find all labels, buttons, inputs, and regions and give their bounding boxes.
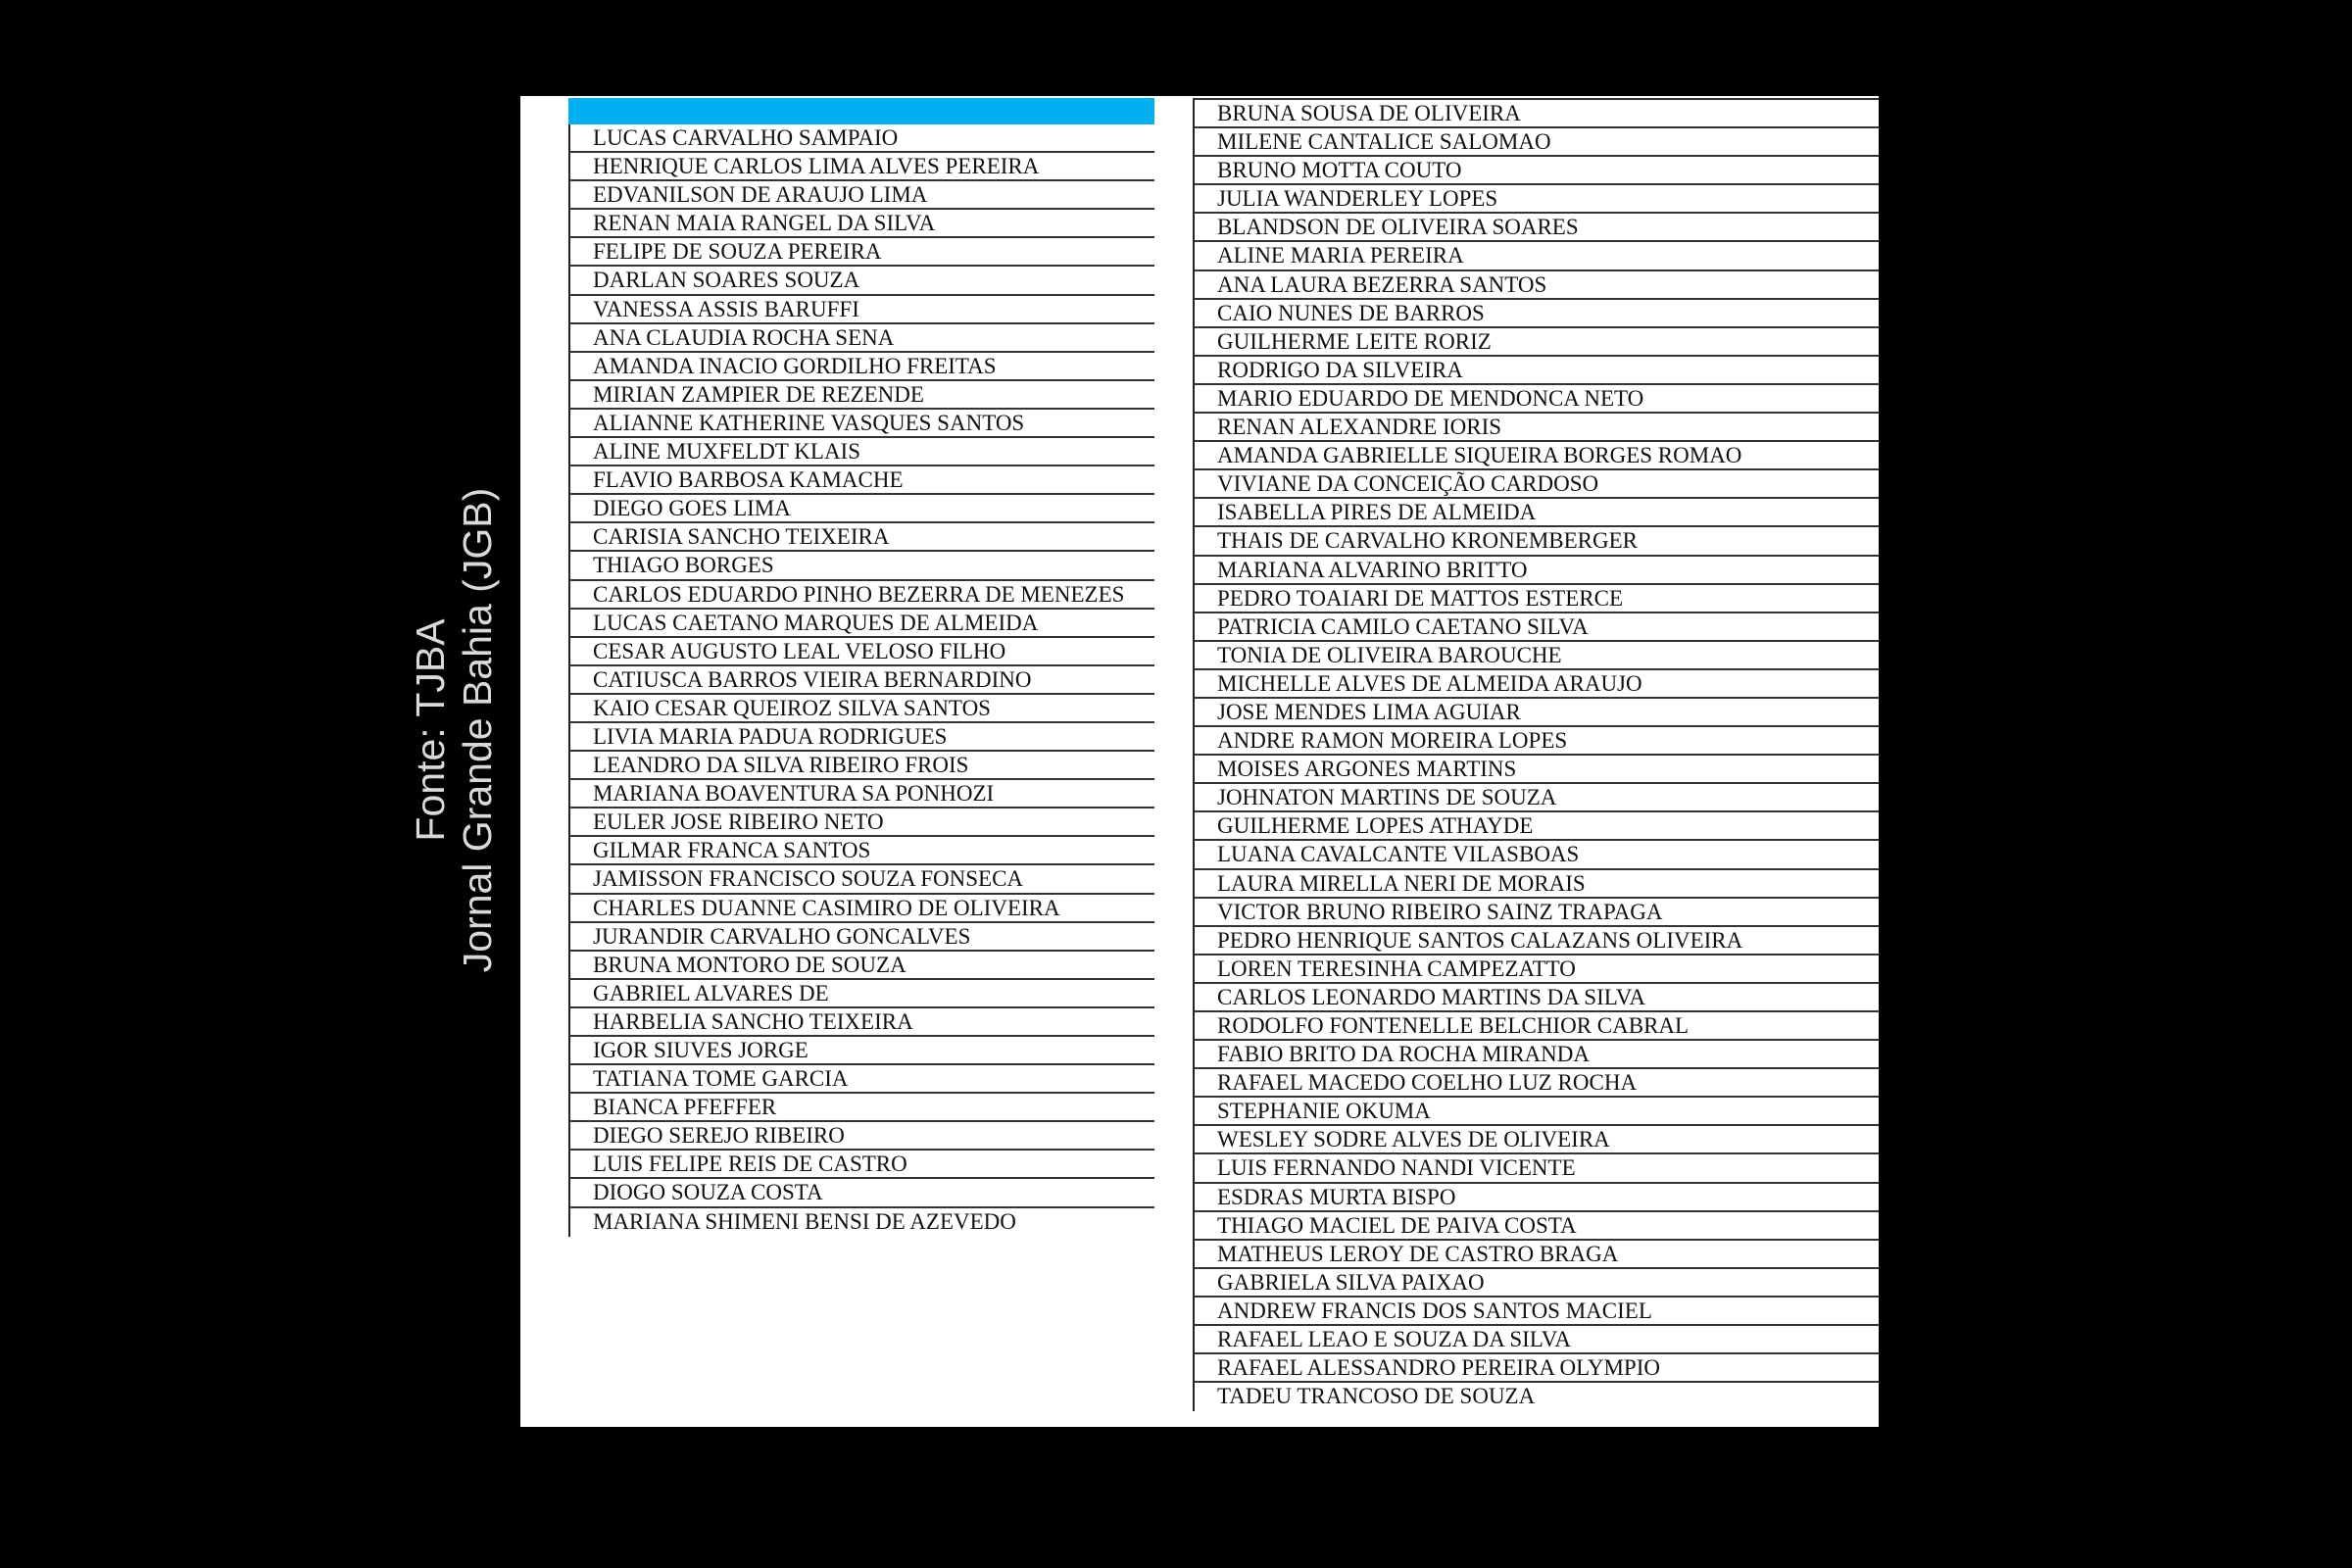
list-item: LUCAS CAETANO MARQUES DE ALMEIDA <box>568 610 1154 638</box>
list-item: FELIPE DE SOUZA PEREIRA <box>568 238 1154 267</box>
list-item: FLAVIO BARBOSA KAMACHE <box>568 466 1154 495</box>
list-item: TONIA DE OLIVEIRA BAROUCHE <box>1193 642 1879 670</box>
list-item: PEDRO TOAIARI DE MATTOS ESTERCE <box>1193 585 1879 613</box>
list-item: CARLOS LEONARDO MARTINS DA SILVA <box>1193 984 1879 1012</box>
list-item: GUILHERME LEITE RORIZ <box>1193 328 1879 357</box>
list-item: RENAN MAIA RANGEL DA SILVA <box>568 210 1154 238</box>
list-item: JURANDIR CARVALHO GONCALVES <box>568 923 1154 952</box>
list-item: THIAGO MACIEL DE PAIVA COSTA <box>1193 1212 1879 1241</box>
list-item: MARIANA BOAVENTURA SA PONHOZI <box>568 780 1154 808</box>
list-item: FABIO BRITO DA ROCHA MIRANDA <box>1193 1041 1879 1069</box>
list-item: THAIS DE CARVALHO KRONEMBERGER <box>1193 527 1879 556</box>
list-item: LIVIA MARIA PADUA RODRIGUES <box>568 723 1154 752</box>
list-item: ANDREW FRANCIS DOS SANTOS MACIEL <box>1193 1298 1879 1326</box>
list-item: MILENE CANTALICE SALOMAO <box>1193 128 1879 157</box>
list-item: PATRICIA CAMILO CAETANO SILVA <box>1193 613 1879 642</box>
list-item: CARISIA SANCHO TEIXEIRA <box>568 523 1154 552</box>
list-item: GABRIEL ALVARES DE <box>568 980 1154 1008</box>
list-item: CATIUSCA BARROS VIEIRA BERNARDINO <box>568 666 1154 695</box>
list-item: LAURA MIRELLA NERI DE MORAIS <box>1193 870 1879 899</box>
list-item: ESDRAS MURTA BISPO <box>1193 1184 1879 1212</box>
list-item: RODRIGO DA SILVEIRA <box>1193 357 1879 385</box>
list-item: THIAGO BORGES <box>568 552 1154 580</box>
list-item: EDVANILSON DE ARAUJO LIMA <box>568 181 1154 210</box>
list-item: RAFAEL ALESSANDRO PEREIRA OLYMPIO <box>1193 1354 1879 1383</box>
list-item: MOISES ARGONES MARTINS <box>1193 756 1879 784</box>
list-item: MATHEUS LEROY DE CASTRO BRAGA <box>1193 1241 1879 1269</box>
list-item: BIANCA PFEFFER <box>568 1094 1154 1122</box>
list-item: EULER JOSE RIBEIRO NETO <box>568 808 1154 837</box>
list-item: GUILHERME LOPES ATHAYDE <box>1193 812 1879 841</box>
list-item: LUIS FELIPE REIS DE CASTRO <box>568 1151 1154 1179</box>
document-sheet <box>520 96 1879 1427</box>
list-item: HARBELIA SANCHO TEIXEIRA <box>568 1008 1154 1037</box>
list-item: AMANDA INACIO GORDILHO FREITAS <box>568 353 1154 381</box>
list-item: KAIO CESAR QUEIROZ SILVA SANTOS <box>568 695 1154 723</box>
right-name-list <box>1193 98 1879 1411</box>
list-item: TATIANA TOME GARCIA <box>568 1065 1154 1094</box>
list-item: MARIANA SHIMENI BENSI DE AZEVEDO <box>568 1208 1154 1237</box>
list-item: BRUNO MOTTA COUTO <box>1193 157 1879 185</box>
list-item: JULIA WANDERLEY LOPES <box>1193 185 1879 214</box>
list-item: GABRIELA SILVA PAIXAO <box>1193 1269 1879 1298</box>
list-item: TADEU TRANCOSO DE SOUZA <box>1193 1383 1879 1411</box>
list-item: PEDRO HENRIQUE SANTOS CALAZANS OLIVEIRA <box>1193 927 1879 956</box>
list-item: CHARLES DUANNE CASIMIRO DE OLIVEIRA <box>568 895 1154 923</box>
list-item: AMANDA GABRIELLE SIQUEIRA BORGES ROMAO <box>1193 442 1879 470</box>
list-item: BLANDSON DE OLIVEIRA SOARES <box>1193 214 1879 242</box>
list-item: JOHNATON MARTINS DE SOUZA <box>1193 784 1879 812</box>
list-item: VIVIANE DA CONCEIÇÃO CARDOSO <box>1193 470 1879 499</box>
source-caption-line-1: Fonte: TJBA <box>408 618 453 842</box>
list-item: BRUNA MONTORO DE SOUZA <box>568 952 1154 980</box>
list-item: LEANDRO DA SILVA RIBEIRO FROIS <box>568 752 1154 780</box>
source-caption <box>407 191 505 1269</box>
list-item: ANA LAURA BEZERRA SANTOS <box>1193 271 1879 300</box>
list-item: RENAN ALEXANDRE IORIS <box>1193 414 1879 442</box>
list-item: RAFAEL MACEDO COELHO LUZ ROCHA <box>1193 1069 1879 1098</box>
list-item: ANA CLAUDIA ROCHA SENA <box>568 324 1154 353</box>
list-item: DIEGO GOES LIMA <box>568 495 1154 523</box>
list-item: LUANA CAVALCANTE VILASBOAS <box>1193 841 1879 869</box>
list-item: ALIANNE KATHERINE VASQUES SANTOS <box>568 410 1154 438</box>
list-item: GILMAR FRANCA SANTOS <box>568 837 1154 865</box>
list-item: MICHELLE ALVES DE ALMEIDA ARAUJO <box>1193 670 1879 699</box>
list-item: LUIS FERNANDO NANDI VICENTE <box>1193 1154 1879 1183</box>
list-item: ALINE MUXFELDT KLAIS <box>568 438 1154 466</box>
list-item: VANESSA ASSIS BARUFFI <box>568 296 1154 324</box>
list-item: RODOLFO FONTENELLE BELCHIOR CABRAL <box>1193 1012 1879 1041</box>
list-item: CARLOS EDUARDO PINHO BEZERRA DE MENEZES <box>568 581 1154 610</box>
list-item: CAIO NUNES DE BARROS <box>1193 300 1879 328</box>
list-item: LUCAS CARVALHO SAMPAIO <box>568 124 1154 153</box>
list-item: MARIO EDUARDO DE MENDONCA NETO <box>1193 385 1879 414</box>
list-item: DIOGO SOUZA COSTA <box>568 1179 1154 1207</box>
list-item: CESAR AUGUSTO LEAL VELOSO FILHO <box>568 638 1154 666</box>
list-item: IGOR SIUVES JORGE <box>568 1037 1154 1065</box>
list-item: ANDRE RAMON MOREIRA LOPES <box>1193 727 1879 756</box>
list-item: DARLAN SOARES SOUZA <box>568 267 1154 295</box>
list-item: ISABELLA PIRES DE ALMEIDA <box>1193 499 1879 527</box>
list-item: ALINE MARIA PEREIRA <box>1193 242 1879 270</box>
list-item: STEPHANIE OKUMA <box>1193 1098 1879 1126</box>
list-item: HENRIQUE CARLOS LIMA ALVES PEREIRA <box>568 153 1154 181</box>
list-item: DIEGO SEREJO RIBEIRO <box>568 1122 1154 1151</box>
list-item: JOSE MENDES LIMA AGUIAR <box>1193 699 1879 727</box>
list-item: VICTOR BRUNO RIBEIRO SAINZ TRAPAGA <box>1193 899 1879 927</box>
list-item: MIRIAN ZAMPIER DE REZENDE <box>568 381 1154 410</box>
list-item: BRUNA SOUSA DE OLIVEIRA <box>1193 100 1879 128</box>
header-highlight-bar <box>568 98 1154 124</box>
list-item: RAFAEL LEAO E SOUZA DA SILVA <box>1193 1326 1879 1354</box>
list-item: JAMISSON FRANCISCO SOUZA FONSECA <box>568 865 1154 894</box>
source-caption-line-2: Jornal Grande Bahia (JGB) <box>455 487 500 973</box>
list-item: MARIANA ALVARINO BRITTO <box>1193 557 1879 585</box>
list-item: LOREN TERESINHA CAMPEZATTO <box>1193 956 1879 984</box>
list-item: WESLEY SODRE ALVES DE OLIVEIRA <box>1193 1126 1879 1154</box>
left-name-list <box>568 98 1154 1237</box>
